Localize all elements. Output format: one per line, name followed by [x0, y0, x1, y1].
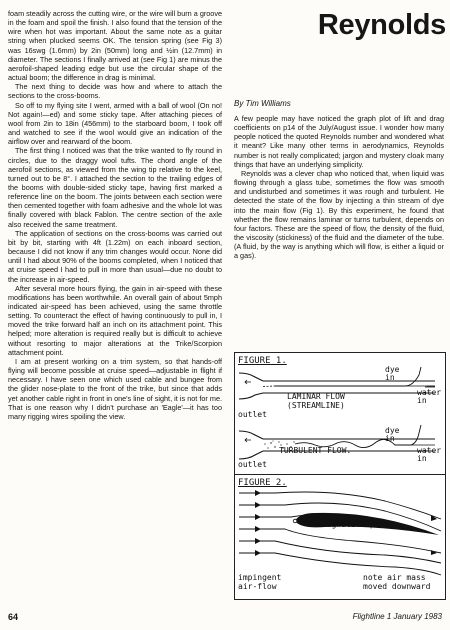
- page-number: 64: [8, 612, 19, 622]
- figure-2-stagnation-diagram: [234, 474, 446, 600]
- stagnation-point-icon: [293, 519, 297, 523]
- article-headline: Reynolds: [317, 9, 446, 41]
- left-article-column: [8, 9, 222, 421]
- right-paragraph: Reynolds was a clever chap who noticed that, when liquid was flowing through a glass tube, sometimes the flow was smooth and undisturbed and sometimes it was rough and turbulent. He detected the state of the flow by injecting a thin stream of dye into the main flow (Fig 1). By this experiment, he found that whether the flow remains laminar or turns turbulent, depends on four factors. These are the speed of flow, the density of the fluid, the viscosity (stickiness) of the fluid and the diameter of the tube. (A fluid, by the way is anything which will flow, is either a liquid or a gas).: [234, 168, 444, 261]
- turbulent-flow-label: TURBULENT FLOW.: [279, 446, 352, 455]
- left-paragraph: foam steadily across the cutting wire, or the wire will burn a groove in the foam and spoil the finish. I also found that the tension of the wire when hot was important. About the same note as a guitar string when plucked seems OK. The tension spring (see Fig 3) was 16swg (1.6mm) by 2in (50mm) long and ½in (12.7mm) in diameter. The sections I finally arrived at (see Fig 1) are minus the aerofoil-shaped leading edge but use the circular shape of the actual boom; the difference in drag is minimal.: [8, 9, 222, 83]
- left-paragraph: The next thing to decide was how and where to attach the sections to the cross-booms.: [8, 82, 222, 101]
- left-paragraph: After several more hours flying, the gain in air-speed with these modifications has been worthwhile. An overall gain of about 5mph indicated air-speed has been achieved, using the same throttle setting. To counteract the effect of having continuously to pull in, I moved the trike forward half an inch on its attachment point. This helped; more alteration is required really but is difficult to achieve without resorting to major alterations at the Trike/Scorpion attachment point.: [8, 283, 222, 357]
- air-mass-note-label: note air mass moved downward: [363, 573, 431, 591]
- turbulent-outflow-arrow-icon: [245, 438, 251, 442]
- outlet-label-lower: outlet: [238, 460, 267, 469]
- left-paragraph: The first thing I noticed was that the trike wanted to fly round in circles, due to the draggy wool tufts. The chord angle of the aerofoil sections, as viewed from the wing tip relative to the keel, turned out to be 8°. I attached the section to the trailing edges of the booms with double-sided sticky tape, having first marked a reference line on the boom. The joints between each section were then cemented together with foam adhesive and the whole lot was finally covered with black Fablon. The centre section of the axle also received the same treatment.: [8, 146, 222, 229]
- laminar-outflow-arrow-icon: [245, 380, 251, 384]
- dye-in-label: dye in: [385, 365, 400, 382]
- dye-in-label-lower: dye in: [385, 426, 400, 443]
- left-paragraph: The application of sections on the cross-booms was carried out bit by bit, starting with 4ft (1.22m) on each inboard section, because I did not know if any trim changes would occur. None did until I had about 90% of the booms completed, when I noticed that at cruise speed I had to pull in more than usual—due no doubt to the increase in air-speed.: [8, 228, 222, 284]
- laminar-flow-label: LAMINAR FLOW: [287, 392, 345, 401]
- byline: By Tim Williams: [234, 99, 291, 108]
- right-article-column: [234, 114, 444, 261]
- left-paragraph: So off to my flying site I went, armed with a ball of wool (On no! Not again!—ed) and some sticky tape. After attaching pieces of wool from 2in to 18in (456mm) to the starboard boom, I took off and watched to see if the wool would give an indication of the airflow over and rearward of the boom.: [8, 100, 222, 147]
- figure-1-title: FIGURE 1.: [238, 356, 287, 366]
- stagnation-point-label: stagnation point.: [317, 520, 399, 529]
- laminar-flow-sublabel: (STREAMLINE): [287, 401, 345, 410]
- publication-footer: Flightline 1 January 1983: [352, 612, 442, 621]
- outlet-label: outlet: [238, 410, 267, 419]
- figure-2-title: FIGURE 2.: [238, 478, 287, 488]
- airflow-streamlines-icon: [239, 492, 441, 575]
- water-in-label: water in: [417, 388, 442, 405]
- right-paragraph: A few people may have noticed the graph plot of lift and drag coefficients on p14 of the July/August issue. I wonder how many people noticed the quoted Reynolds number and wondered what it meant? Like many other terms in aerodynamics, Reynolds number is not really complicated; jargon and mystery cloak many things that have an underlying simplicity.: [234, 114, 444, 169]
- impingent-airflow-label: impingent air-flow: [238, 573, 282, 591]
- water-in-label-lower: water in: [417, 446, 442, 463]
- left-paragraph: I am at present working on a trim system, so that hands-off flying will become possible at cruise speed—adjustable in flight if necessary. I have seen one which used cable and bungee from the glider nose-plate to the front of the trike, but since that adds yet another cable right in front in one's line of sight, it is not for me. That is one reason why I didn't purchase an 'Eagle'—it has too many rigging wires spoiling the view.: [8, 356, 222, 421]
